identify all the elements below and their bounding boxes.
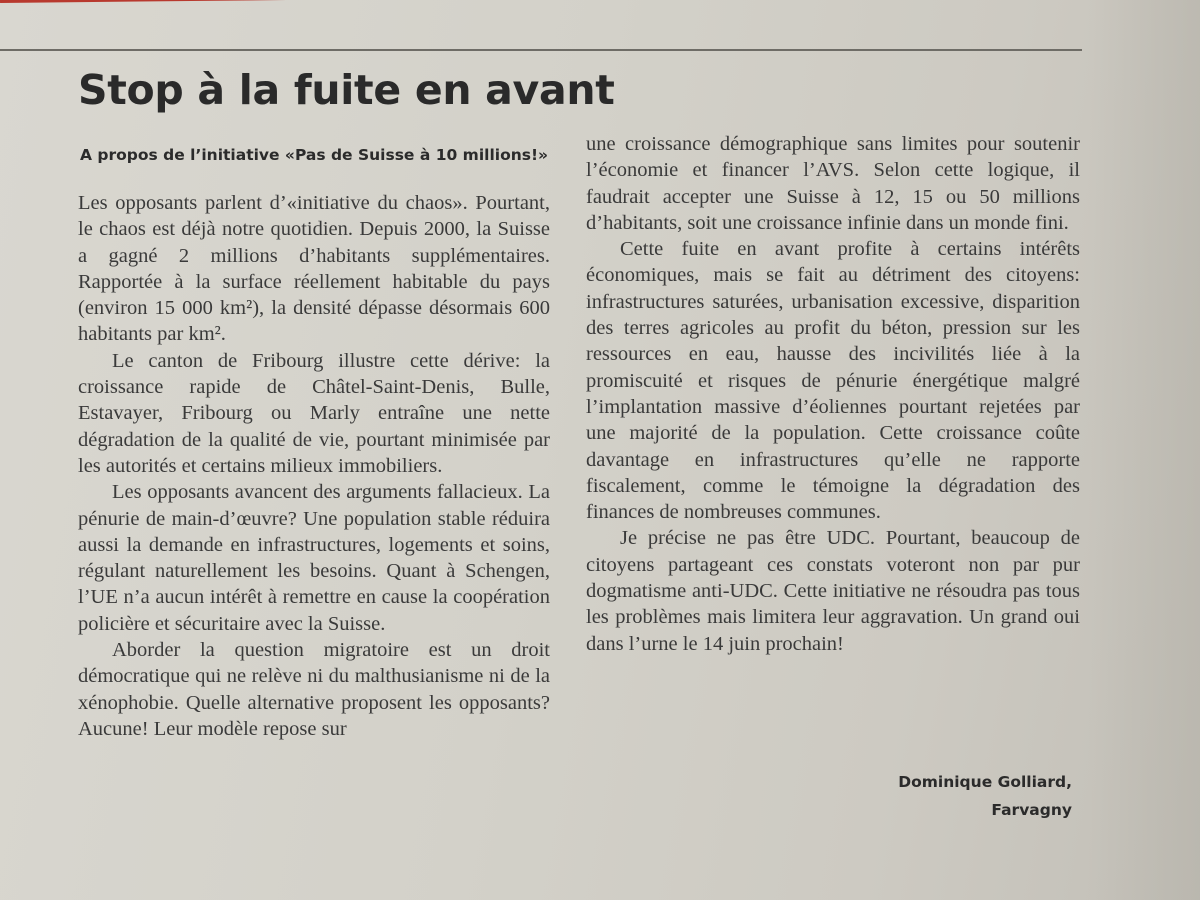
author-location: Farvagny (991, 801, 1072, 819)
red-accent-rule (0, 0, 420, 3)
article-subtitle: A propos de l’initiative «Pas de Suisse à 10 millions!» (80, 146, 549, 164)
page-edge-shadow (1088, 0, 1200, 900)
author-name: Dominique Golliard, (898, 773, 1072, 791)
paragraph: Les opposants avancent des arguments fallacieux. La pénurie de main-d’œuvre? Une population stable réduira aussi la demande en infrastructures, logements et soins, régulant naturellement les besoins. Quant à Schengen, l’UE n’a aucun intérêt à remettre en cause la coopération policière et sécuritaire avec la Suisse. (78, 481, 550, 635)
paragraph: une croissance démographique sans limites pour soutenir l’économie et financer l’AVS. Selon cette logique, il faudrait accepter une Suisse à 12, 15 ou 50 millions d’habitants, soit une croissance infinie dans un monde fini. (586, 133, 1080, 234)
section-divider-rule (0, 49, 1082, 51)
article-title: Stop à la fuite en avant (78, 66, 615, 114)
paragraph: Je précise ne pas être UDC. Pourtant, beaucoup de citoyens partageant ces constats voteront non par pur dogmatisme anti-UDC. Cette initiative ne résoudra pas tous les problèmes mais limitera leur aggravation. Un grand oui dans l’urne le 14 juin prochain! (586, 527, 1080, 655)
paragraph: Cette fuite en avant profite à certains intérêts économiques, mais se fait au détriment des citoyens: infrastructures saturées, urbanisation excessive, disparition des terres agricoles au profit du béton, pression sur les ressources en eau, hausse des incivilités liée à la promiscuité et risques de pénurie énergétique malgré l’implantation massive d’éoliennes pourtant rejetées par une majorité de la population. Cette croissance coûte davantage en infrastructures qu’elle ne rapporte fiscalement, comme le témoigne la dégradation des finances de nombreuses communes. (586, 238, 1080, 524)
left-column (78, 190, 550, 742)
right-column (586, 131, 1080, 657)
paragraph: Le canton de Fribourg illustre cette dérive: la croissance rapide de Châtel-Saint-Denis, Bulle, Estavayer, Fribourg ou Marly entraîne une nette dégradation de la qualité de vie, pourtant minimisée par les autorités et certains milieux immobiliers. (78, 349, 550, 477)
paragraph: Les opposants parlent d’«initiative du chaos». Pourtant, le chaos est déjà notre quotidien. Depuis 2000, la Suisse a gagné 2 millions d’habitants supplémentaires. Rapportée à la surface réellement habitable du pays (environ 15 000 km²), la densité dépasse désormais 600 habitants par km². (78, 192, 550, 346)
author-signature (898, 768, 1072, 824)
paragraph: Aborder la question migratoire est un droit démocratique qui ne relève ni du malthusianisme ni de la xénophobie. Quelle alternative proposent les opposants? Aucune! Leur modèle repose sur (78, 639, 550, 740)
